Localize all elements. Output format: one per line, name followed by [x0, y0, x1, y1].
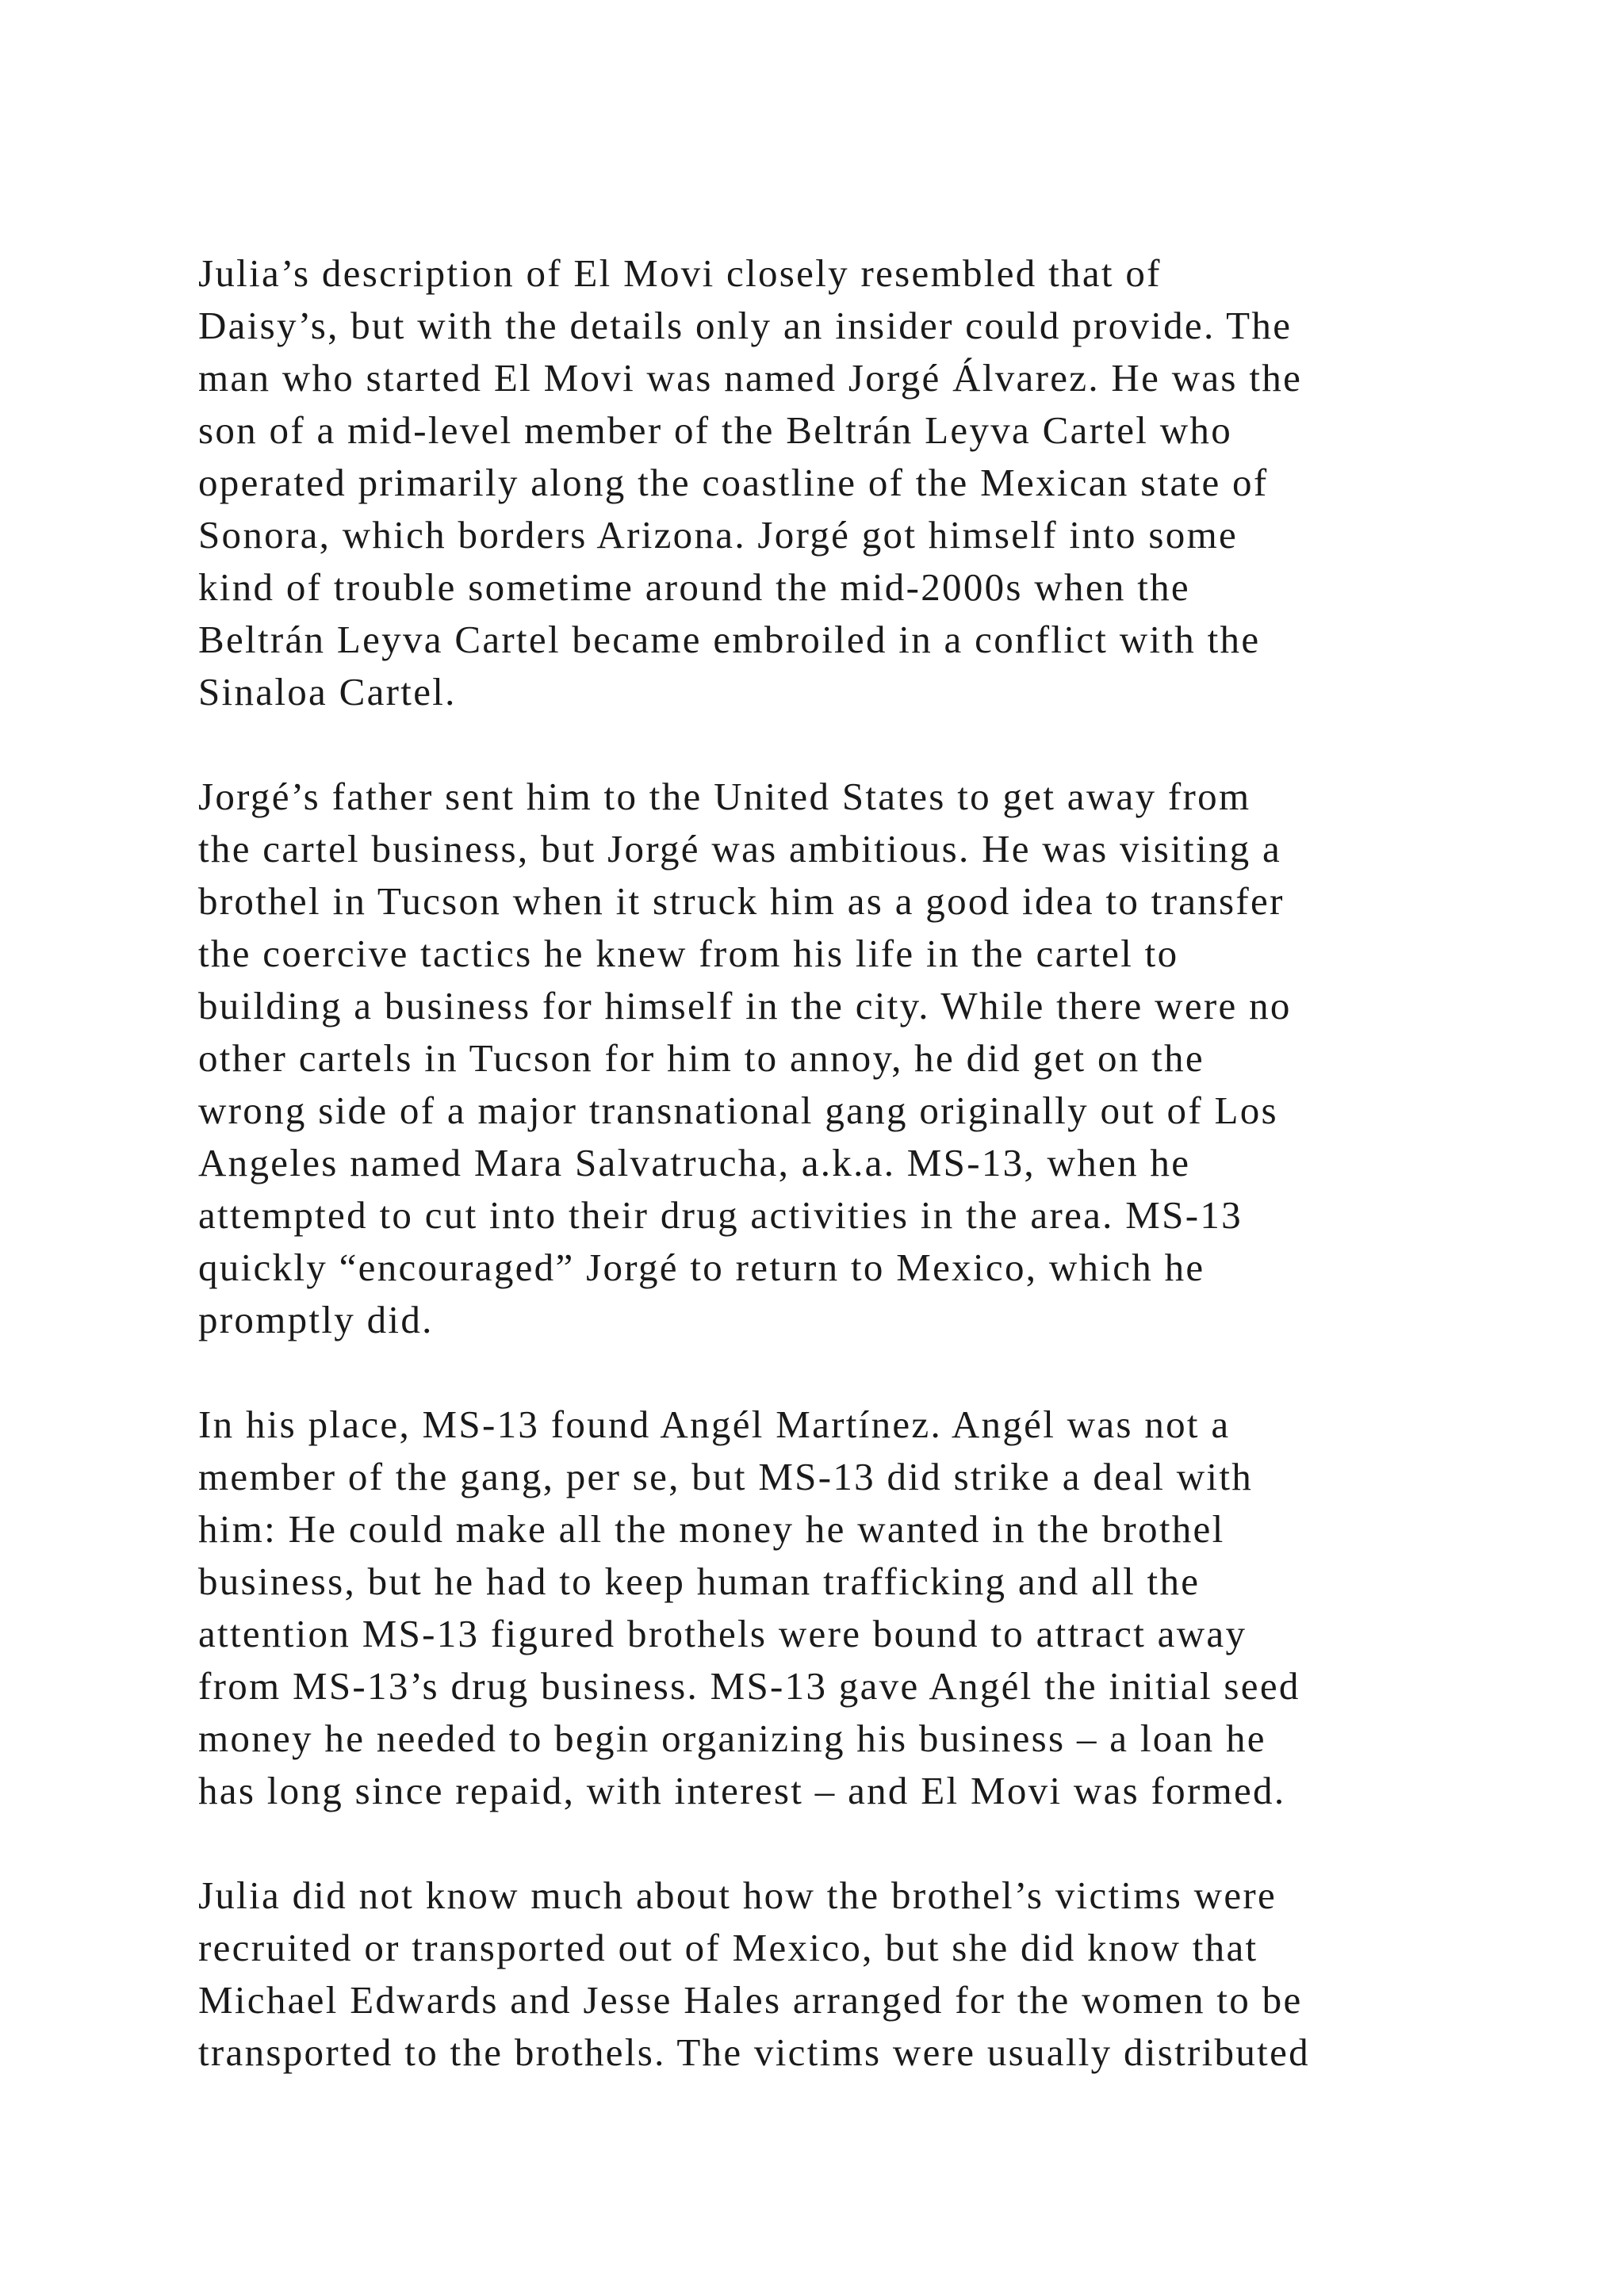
text-line: money he needed to begin organizing his business – a loan he	[198, 1716, 1266, 1760]
text-line: operated primarily along the coastline of the Mexican state of	[198, 461, 1269, 504]
document-body	[198, 247, 1435, 2079]
text-line: Sonora, which borders Arizona. Jorgé got himself into some	[198, 513, 1239, 557]
text-line: from MS-13’s drug business. MS-13 gave Angél the initial seed	[198, 1664, 1300, 1708]
text-line: the cartel business, but Jorgé was ambitious. He was visiting a	[198, 827, 1282, 871]
text-line: Beltrán Leyva Cartel became embroiled in a conflict with the	[198, 618, 1261, 661]
text-line: promptly did.	[198, 1298, 434, 1341]
text-line: quickly “encouraged” Jorgé to return to Mexico, which he	[198, 1246, 1205, 1289]
paragraph-2	[198, 771, 1435, 1346]
text-line: kind of trouble sometime around the mid-2000s when the	[198, 565, 1190, 609]
text-line: Julia’s description of El Movi closely resembled that of	[198, 251, 1162, 295]
text-line: Michael Edwards and Jesse Hales arranged for the women to be	[198, 1978, 1303, 2022]
paragraph-1	[198, 247, 1435, 718]
text-line: Jorgé’s father sent him to the United States to get away from	[198, 775, 1251, 818]
text-line: recruited or transported out of Mexico, but she did know that	[198, 1926, 1258, 1969]
text-line: In his place, MS-13 found Angél Martínez. Angél was not a	[198, 1402, 1231, 1446]
text-line: attention MS-13 figured brothels were bound to attract away	[198, 1612, 1247, 1655]
text-line: has long since repaid, with interest – and El Movi was formed.	[198, 1769, 1286, 1812]
text-line: man who started El Movi was named Jorgé Álvarez. He was the	[198, 356, 1303, 400]
text-line: Julia did not know much about how the brothel’s victims were	[198, 1873, 1277, 1917]
text-line: attempted to cut into their drug activities in the area. MS-13	[198, 1193, 1243, 1237]
paragraph-3	[198, 1399, 1435, 1817]
text-line: Sinaloa Cartel.	[198, 670, 457, 714]
text-line: him: He could make all the money he wanted in the brothel	[198, 1507, 1225, 1551]
text-line: the coercive tactics he knew from his life in the cartel to	[198, 932, 1179, 975]
text-line: other cartels in Tucson for him to annoy, he did get on the	[198, 1036, 1205, 1080]
text-line: wrong side of a major transnational gang originally out of Los	[198, 1089, 1278, 1132]
text-line: son of a mid-level member of the Beltrán Leyva Cartel who	[198, 408, 1232, 452]
text-line: Daisy’s, but with the details only an insider could provide. The	[198, 304, 1293, 347]
text-line: building a business for himself in the city. While there were no	[198, 984, 1292, 1027]
paragraph-4	[198, 1869, 1435, 2079]
text-line: brothel in Tucson when it struck him as a good idea to transfer	[198, 879, 1285, 923]
text-line: business, but he had to keep human trafficking and all the	[198, 1559, 1201, 1603]
text-line: member of the gang, per se, but MS-13 did strike a deal with	[198, 1455, 1254, 1498]
text-line: Angeles named Mara Salvatrucha, a.k.a. MS-13, when he	[198, 1141, 1191, 1184]
text-line: transported to the brothels. The victims were usually distributed	[198, 2030, 1310, 2074]
